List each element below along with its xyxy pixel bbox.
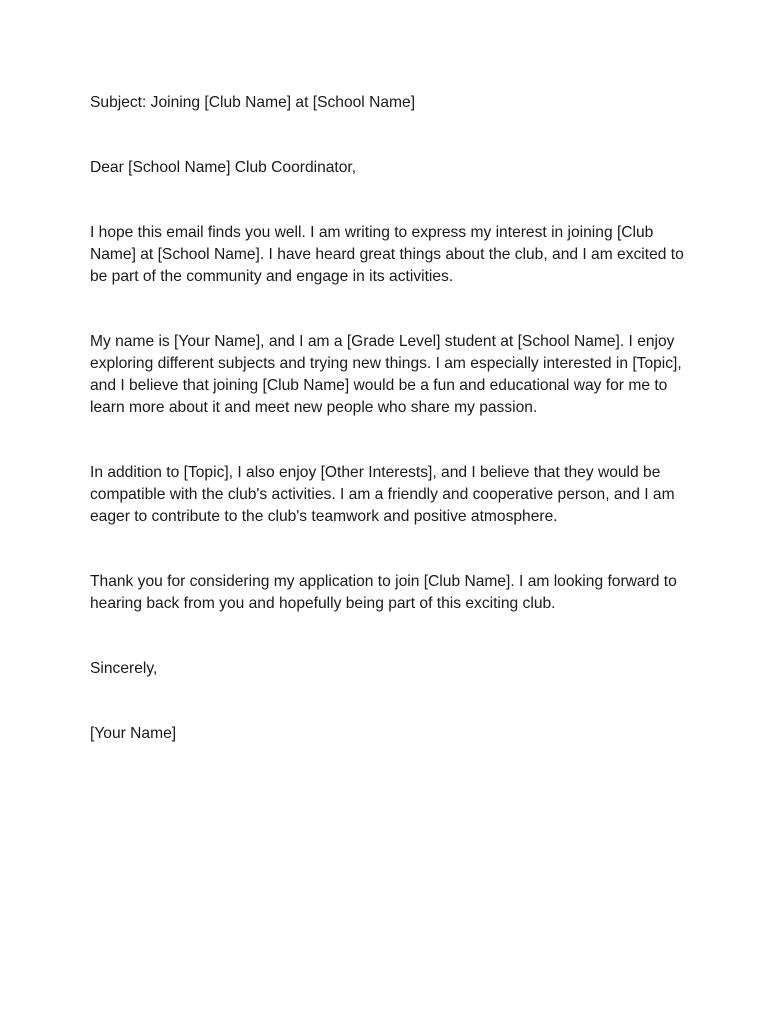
salutation: Dear [School Name] Club Coordinator,	[90, 159, 357, 176]
closing: Sincerely,	[90, 660, 158, 677]
letter-body	[90, 92, 686, 745]
paragraph-interests: In addition to [Topic], I also enjoy [Other Interests], and I believe that they would be compatible with the club's activities. I am a friendly and cooperative person, and I am eager to contribute to the club's teamwork and positive atmosphere.	[90, 464, 675, 525]
signature: [Your Name]	[90, 725, 177, 742]
subject-line: Subject: Joining [Club Name] at [School Name]	[90, 94, 416, 111]
paragraph-intro: I hope this email finds you well. I am writing to express my interest in joining [Club Name] at [School Name]. I have heard great things about the club, and I am excited to be part of the community and engage in its activities.	[90, 224, 684, 285]
paragraph-about-me: My name is [Your Name], and I am a [Grade Level] student at [School Name]. I enjoy exploring different subjects and trying new things. I am especially interested in [Topic], and I believe that joining [Club Name] would be a fun and educational way for me to learn more about it and meet new people who share my passion.	[90, 333, 682, 416]
paragraph-thanks: Thank you for considering my application to join [Club Name]. I am looking forward to hearing back from you and hopefully being part of this exciting club.	[90, 573, 677, 612]
